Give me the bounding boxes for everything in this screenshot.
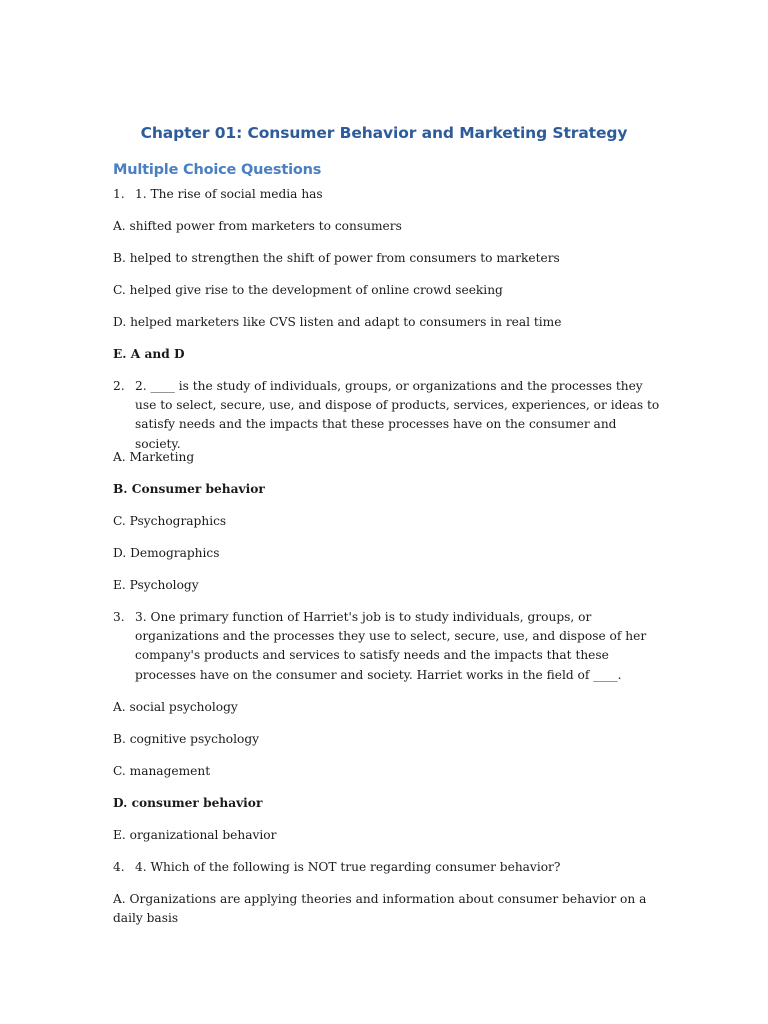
question-text: 3. One primary function of Harriet's job is to study individuals, groups, or organizations and the processes they use to select, secure, use, and dispose of her company's products and services to satisfy needs and the impacts that these processes have on the consumer and society. Harriet works in the field of ____.: [135, 610, 647, 682]
question-text: 1. The rise of social media has: [135, 187, 323, 201]
answer-option: A. social psychology: [113, 700, 238, 714]
answer-option: D. helped marketers like CVS listen and adapt to consumers in real time: [113, 315, 562, 329]
question-number: 1.: [113, 187, 125, 201]
question-number: 2.: [113, 379, 125, 393]
answer-option: A. Organizations are applying theories and information about consumer behavior on a daily basis: [113, 892, 647, 925]
answer-option: E. organizational behavior: [113, 828, 277, 842]
correct-answer-option: D. consumer behavior: [113, 796, 263, 810]
question-number: 3.: [113, 610, 125, 624]
answer-option: A. Marketing: [113, 450, 195, 464]
question-text: 4. Which of the following is NOT true regarding consumer behavior?: [135, 860, 561, 874]
correct-answer-option: E. A and D: [113, 347, 185, 361]
answer-option: C. Psychographics: [113, 514, 227, 528]
answer-option: B. helped to strengthen the shift of power from consumers to marketers: [113, 251, 560, 265]
correct-answer-option: B. Consumer behavior: [113, 482, 265, 496]
answer-option: D. Demographics: [113, 546, 220, 560]
answer-option: A. shifted power from marketers to consumers: [113, 219, 402, 233]
answer-option: C. helped give rise to the development of online crowd seeking: [113, 283, 503, 297]
answer-option: C. management: [113, 764, 211, 778]
section-heading: Multiple Choice Questions: [113, 162, 322, 178]
chapter-title: Chapter 01: Consumer Behavior and Marketing Strategy: [140, 124, 628, 142]
question-number: 4.: [113, 860, 125, 874]
question-text: 2. ____ is the study of individuals, groups, or organizations and the processes they use to select, secure, use, and dispose of products, services, experiences, or ideas to satisfy needs and the impacts that these processes have on the consumer and society.: [135, 379, 660, 451]
answer-option: B. cognitive psychology: [113, 732, 260, 746]
answer-option: E. Psychology: [113, 578, 199, 592]
